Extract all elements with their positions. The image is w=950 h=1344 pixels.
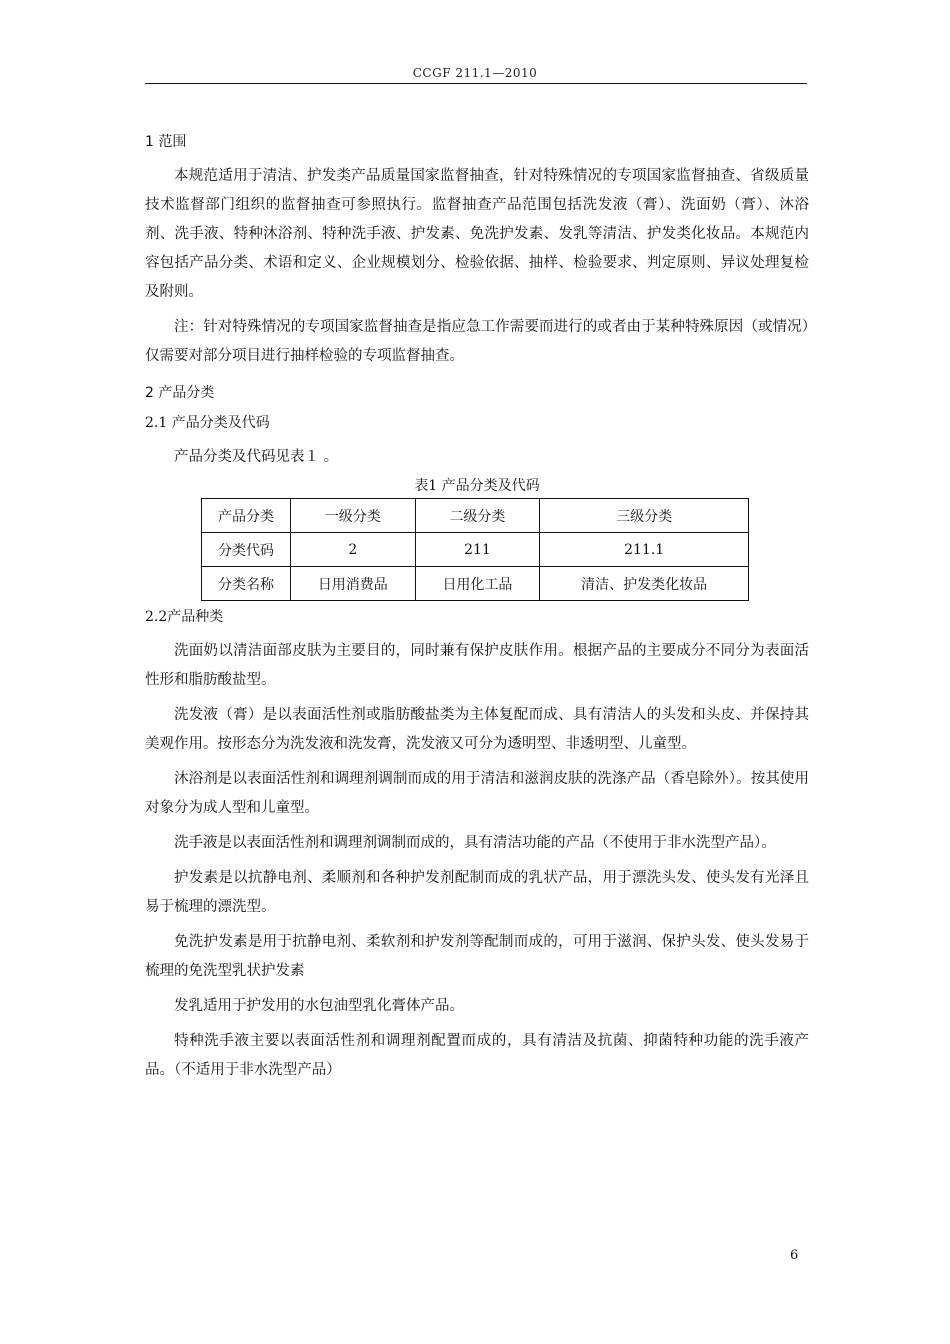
document-code-header: CCGF 211.1—2010 <box>412 66 538 80</box>
subsection-2-2-title: 2.2产品种类 <box>145 609 224 625</box>
product-classification-table <box>201 498 749 601</box>
table-row <box>202 499 749 533</box>
table-cell: 分类代码 <box>202 533 291 567</box>
subsection-2-1-title: 2.1 产品分类及代码 <box>145 415 270 431</box>
header-rule <box>145 83 807 84</box>
product-type-paragraph: 免洗护发素是用于抗静电剂、柔软剂和护发剂等配制而成的，可用于滋润、保护头发、使头发易于梳理的免洗型乳状护发素 <box>145 934 809 979</box>
product-type-paragraph: 洗发液（膏）是以表面活性剂或脂肪酸盐类为主体复配而成、具有清洁人的头发和头皮、并保持其美观作用。按形态分为洗发液和洗发膏，洗发液又可分为透明型、非透明型、儿童型。 <box>145 707 809 752</box>
section-1-note: 注：针对特殊情况的专项国家监督抽查是指应急工作需要而进行的或者由于某种特殊原因（或情况）仅需要对部分项目进行抽样检验的专项监督抽查。 <box>145 319 809 364</box>
table-cell: 一级分类 <box>291 499 416 533</box>
product-type-paragraph: 特种洗手液主要以表面活性剂和调理剂配置而成的，具有清洁及抗菌、抑菌特种功能的洗手液产品。（不适用于非水洗型产品） <box>145 1033 809 1078</box>
subsection-2-1-text: 产品分类及代码见表１ 。 <box>174 449 339 465</box>
table-cell: 211 <box>415 533 540 567</box>
table-cell: 二级分类 <box>415 499 540 533</box>
table-cell: 2 <box>291 533 416 567</box>
section-1-paragraph: 本规范适用于清洁、护发类产品质量国家监督抽查，针对特殊情况的专项国家监督抽查、省级质量技术监督部门组织的监督抽查可参照执行。监督抽查产品范围包括洗发液（膏）、洗面奶（膏）、沐浴剂、洗手液、特种沐浴剂、特种洗手液、护发素、免洗护发素、发乳等清洁、护发类化妆品。本规范内容包括产品分类、术语和定义、企业规模划分、检验依据、抽样、检验要求、判定原则、异议处理复检及附则。 <box>145 168 809 300</box>
table-cell: 产品分类 <box>202 499 291 533</box>
table-cell: 211.1 <box>540 533 749 567</box>
page-content <box>145 132 809 1085</box>
table-caption: 表1 产品分类及代码 <box>414 478 540 494</box>
table-cell: 日用消费品 <box>291 567 416 601</box>
product-type-paragraph: 护发素是以抗静电剂、柔顺剂和各种护发剂配制而成的乳状产品，用于漂洗头发、使头发有光泽且易于梳理的漂洗型。 <box>145 870 809 915</box>
table-cell: 分类名称 <box>202 567 291 601</box>
table-row <box>202 567 749 601</box>
table-row <box>202 533 749 567</box>
section-2-title: 2 产品分类 <box>145 385 215 401</box>
page-number: 6 <box>790 1248 799 1263</box>
section-1-title: 1 范围 <box>145 134 187 150</box>
table-cell: 清洁、护发类化妆品 <box>540 567 749 601</box>
product-type-paragraph: 沐浴剂是以表面活性剂和调理剂调制而成的用于清洁和滋润皮肤的洗涤产品（香皂除外）。按其使用对象分为成人型和儿童型。 <box>145 771 809 816</box>
product-type-paragraph: 发乳适用于护发用的水包油型乳化膏体产品。 <box>174 998 464 1014</box>
product-type-paragraph: 洗手液是以表面活性剂和调理剂调制而成的，具有清洁功能的产品（不使用于非水洗型产品）。 <box>174 835 776 851</box>
table-cell: 日用化工品 <box>415 567 540 601</box>
product-type-paragraph: 洗面奶以清洁面部皮肤为主要目的，同时兼有保护皮肤作用。根据产品的主要成分不同分为表面活性形和脂肪酸盐型。 <box>145 643 809 688</box>
table-cell: 三级分类 <box>540 499 749 533</box>
